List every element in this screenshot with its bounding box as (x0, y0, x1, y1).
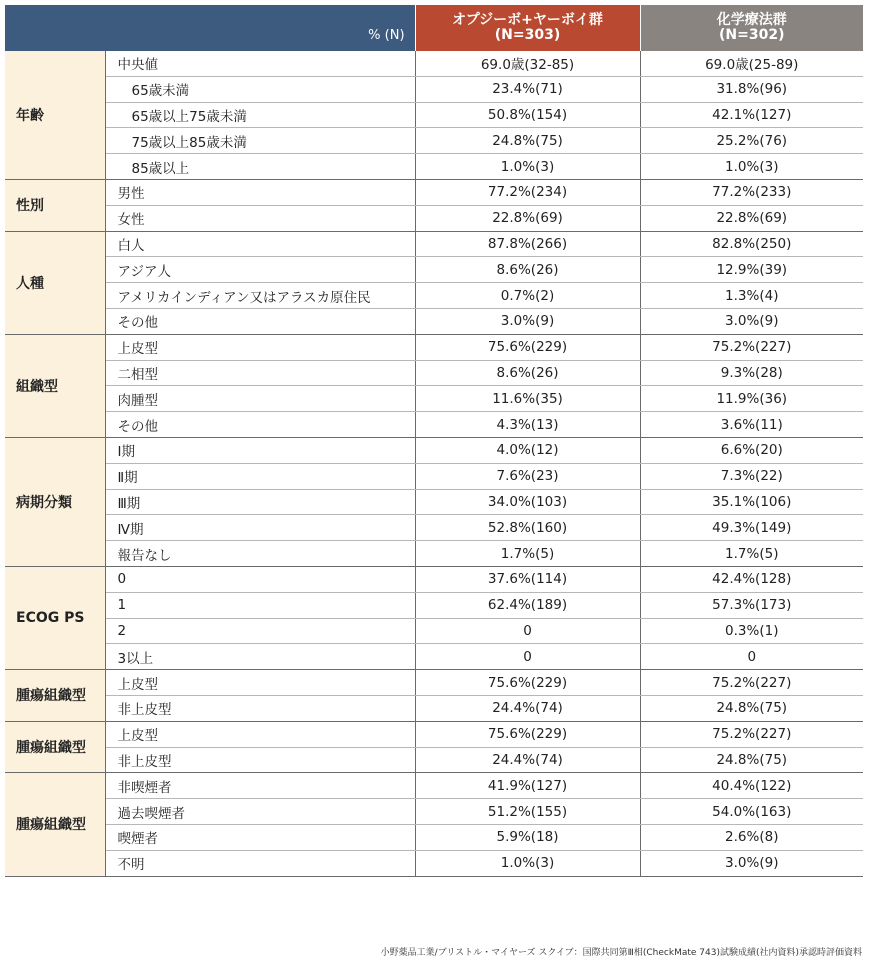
row-label: 喫煙者 (105, 824, 415, 850)
arm2-value: 25.2%(76) (640, 128, 863, 154)
category-cell: 性別 (5, 179, 105, 231)
arm2-value: 1.7%(5) (640, 541, 863, 567)
table-row (5, 644, 863, 670)
table-row (5, 283, 863, 309)
arm2-value: 2.6%(8) (640, 824, 863, 850)
row-label: Ⅰ期 (105, 437, 415, 463)
arm1-value: 75.6%(229) (415, 334, 640, 360)
row-label: Ⅱ期 (105, 463, 415, 489)
arm1-value: 0 (415, 644, 640, 670)
arm2-value: 11.9%(36) (640, 386, 863, 412)
arm1-value: 0.7%(2) (415, 283, 640, 309)
arm2-value: 1.0%(3) (640, 154, 863, 180)
arm1-value: 24.4%(74) (415, 695, 640, 721)
arm2-value: 7.3%(22) (640, 463, 863, 489)
table-row (5, 747, 863, 773)
row-label: 非喫煙者 (105, 773, 415, 799)
table-row (5, 850, 863, 876)
table-row (5, 566, 863, 592)
arm2-value: 35.1%(106) (640, 489, 863, 515)
table-row (5, 102, 863, 128)
arm1-value: 11.6%(35) (415, 386, 640, 412)
arm2-value: 54.0%(163) (640, 799, 863, 825)
table-row (5, 541, 863, 567)
table-row (5, 51, 863, 76)
arm2-value: 42.4%(128) (640, 566, 863, 592)
row-label: Ⅲ期 (105, 489, 415, 515)
baseline-characteristics-table (5, 5, 863, 877)
arm1-value: 24.4%(74) (415, 747, 640, 773)
row-label: 非上皮型 (105, 747, 415, 773)
category-cell: 病期分類 (5, 437, 105, 566)
row-label: 男性 (105, 179, 415, 205)
table-row (5, 179, 863, 205)
arm1-value: 75.6%(229) (415, 721, 640, 747)
arm2-n: (N=302) (719, 27, 785, 43)
row-label: その他 (105, 308, 415, 334)
arm1-value: 1.7%(5) (415, 541, 640, 567)
arm2-value: 9.3%(28) (640, 360, 863, 386)
arm2-header (640, 5, 863, 51)
arm2-value: 3.6%(11) (640, 412, 863, 438)
table-row (5, 386, 863, 412)
arm1-value: 24.8%(75) (415, 128, 640, 154)
table-row (5, 489, 863, 515)
row-label: 2 (105, 618, 415, 644)
table-row (5, 824, 863, 850)
row-label: 75歳以上85歳未満 (105, 128, 415, 154)
arm2-value: 6.6%(20) (640, 437, 863, 463)
row-label: 不明 (105, 850, 415, 876)
arm2-value: 40.4%(122) (640, 773, 863, 799)
category-cell: ECOG PS (5, 566, 105, 669)
pct-n-header: % (N) (5, 5, 415, 51)
arm2-name: 化学療法群 (716, 12, 787, 28)
arm1-value: 51.2%(155) (415, 799, 640, 825)
arm2-value: 42.1%(127) (640, 102, 863, 128)
arm1-value: 34.0%(103) (415, 489, 640, 515)
row-label: その他 (105, 412, 415, 438)
arm1-value: 52.8%(160) (415, 515, 640, 541)
row-label: 中央値 (105, 51, 415, 76)
source-footnote: 小野薬品工業/ブリストル・マイヤーズ スクイブ：国際共同第Ⅲ相(CheckMate 743)試験成績(社内資料)承認時評価資料 (380, 948, 862, 958)
table-row (5, 257, 863, 283)
table-row (5, 231, 863, 257)
row-label: 3以上 (105, 644, 415, 670)
arm1-value: 23.4%(71) (415, 76, 640, 102)
row-label: アジア人 (105, 257, 415, 283)
category-cell: 腫瘍組織型 (5, 670, 105, 722)
category-cell: 人種 (5, 231, 105, 334)
row-label: 肉腫型 (105, 386, 415, 412)
table-row (5, 437, 863, 463)
arm1-value: 0 (415, 618, 640, 644)
arm1-value: 8.6%(26) (415, 360, 640, 386)
table-row (5, 308, 863, 334)
arm1-value: 77.2%(234) (415, 179, 640, 205)
category-cell: 組織型 (5, 334, 105, 437)
category-cell: 腫瘍組織型 (5, 721, 105, 773)
table-row (5, 360, 863, 386)
row-label: 85歳以上 (105, 154, 415, 180)
table-row (5, 799, 863, 825)
category-cell: 年齢 (5, 51, 105, 179)
arm1-value: 1.0%(3) (415, 154, 640, 180)
row-label: 報告なし (105, 541, 415, 567)
arm1-value: 22.8%(69) (415, 205, 640, 231)
table-row (5, 695, 863, 721)
arm2-value: 75.2%(227) (640, 721, 863, 747)
arm2-value: 31.8%(96) (640, 76, 863, 102)
arm1-value: 69.0歳(32-85) (415, 51, 640, 76)
table-header-row (5, 5, 863, 51)
row-label: 上皮型 (105, 670, 415, 696)
arm1-value: 5.9%(18) (415, 824, 640, 850)
arm1-value: 4.3%(13) (415, 412, 640, 438)
arm2-value: 1.3%(4) (640, 283, 863, 309)
row-label: 上皮型 (105, 334, 415, 360)
table-row (5, 76, 863, 102)
arm2-value: 24.8%(75) (640, 747, 863, 773)
row-label: 二相型 (105, 360, 415, 386)
row-label: 上皮型 (105, 721, 415, 747)
table-row (5, 515, 863, 541)
arm2-value: 12.9%(39) (640, 257, 863, 283)
arm2-value: 0.3%(1) (640, 618, 863, 644)
row-label: Ⅳ期 (105, 515, 415, 541)
table-row (5, 670, 863, 696)
table-row (5, 463, 863, 489)
arm1-value: 4.0%(12) (415, 437, 640, 463)
table-row (5, 334, 863, 360)
arm1-value: 7.6%(23) (415, 463, 640, 489)
arm2-value: 3.0%(9) (640, 308, 863, 334)
arm2-value: 69.0歳(25-89) (640, 51, 863, 76)
arm1-value: 8.6%(26) (415, 257, 640, 283)
table-row (5, 154, 863, 180)
table-body (5, 51, 863, 876)
arm2-value: 77.2%(233) (640, 179, 863, 205)
arm2-value: 49.3%(149) (640, 515, 863, 541)
table-row (5, 592, 863, 618)
arm2-value: 3.0%(9) (640, 850, 863, 876)
category-cell: 腫瘍組織型 (5, 773, 105, 876)
table-row (5, 618, 863, 644)
arm1-value: 1.0%(3) (415, 850, 640, 876)
arm1-value: 75.6%(229) (415, 670, 640, 696)
row-label: 65歳未満 (105, 76, 415, 102)
arm1-value: 62.4%(189) (415, 592, 640, 618)
row-label: 女性 (105, 205, 415, 231)
table-row (5, 128, 863, 154)
row-label: 白人 (105, 231, 415, 257)
arm2-value: 57.3%(173) (640, 592, 863, 618)
table-row (5, 205, 863, 231)
arm1-value: 50.8%(154) (415, 102, 640, 128)
arm2-value: 75.2%(227) (640, 334, 863, 360)
row-label: 1 (105, 592, 415, 618)
arm2-value: 82.8%(250) (640, 231, 863, 257)
row-label: 非上皮型 (105, 695, 415, 721)
arm2-value: 24.8%(75) (640, 695, 863, 721)
arm2-value: 22.8%(69) (640, 205, 863, 231)
row-label: 過去喫煙者 (105, 799, 415, 825)
arm1-value: 41.9%(127) (415, 773, 640, 799)
table-row (5, 773, 863, 799)
row-label: アメリカインディアン又はアラスカ原住民 (105, 283, 415, 309)
arm1-header (415, 5, 640, 51)
arm1-value: 37.6%(114) (415, 566, 640, 592)
arm1-value: 87.8%(266) (415, 231, 640, 257)
arm1-value: 3.0%(9) (415, 308, 640, 334)
table-row (5, 721, 863, 747)
row-label: 0 (105, 566, 415, 592)
arm2-value: 75.2%(227) (640, 670, 863, 696)
arm2-value: 0 (640, 644, 863, 670)
table-row (5, 412, 863, 438)
row-label: 65歳以上75歳未満 (105, 102, 415, 128)
arm1-name: オプジーボ+ヤーボイ群 (452, 12, 603, 28)
arm1-n: (N=303) (494, 27, 561, 43)
